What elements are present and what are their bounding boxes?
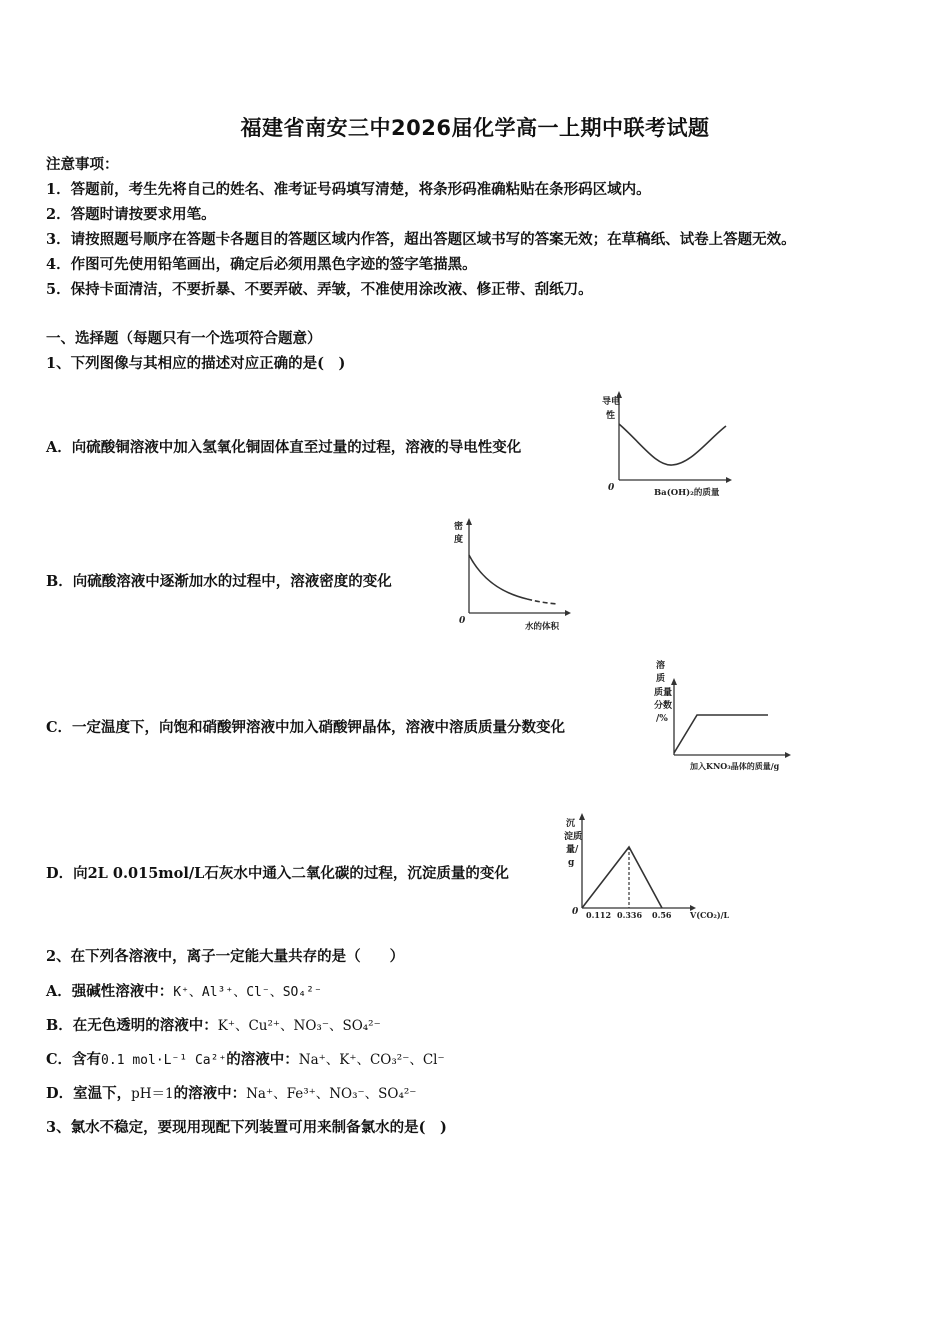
notice-item-2: 2．答题时请按要求用笔。 [46, 206, 216, 223]
graph-c-mass-fraction [650, 655, 810, 775]
graph-d-ylabel-4: g [568, 858, 575, 868]
graph-d-ylabel-2: 淀质 [564, 832, 583, 842]
graph-a-ylabel-2: 性 [606, 411, 616, 421]
page-title: 福建省南安三中2026届化学高一上期中联考试题 [240, 116, 710, 140]
section-heading: 一、选择题（每题只有一个选项符合题意） [46, 330, 322, 347]
graph-d-ylabel-3: 量/ [566, 845, 579, 855]
graph-d-tick-1: 0.112 [586, 910, 612, 920]
question-2-option-b: B．在无色透明的溶液中：K⁺、Cu²⁺、NO₃⁻、SO₄²⁻ [46, 1017, 381, 1034]
question-1-option-b: B．向硫酸溶液中逐渐加水的过程中，溶液密度的变化 [46, 573, 392, 590]
graph-c-ylabel-4: 分数 [654, 701, 673, 711]
question-1-option-a: A．向硫酸铜溶液中加入氢氧化铜固体直至过量的过程，溶液的导电性变化 [46, 439, 522, 456]
graph-b-density [447, 515, 572, 633]
question-2-stem: 2、在下列各溶液中，离子一定能大量共存的是（ ） [46, 948, 405, 965]
graph-c-ylabel-1: 溶 [656, 661, 666, 671]
graph-d-xlabel: V(CO₂)/L [690, 910, 730, 920]
graph-b-origin: 0 [459, 616, 466, 626]
question-1-option-d: D．向2L 0.015mol/L石灰水中通入二氧化碳的过程，沉淀质量的变化 [46, 865, 509, 882]
notice-item-3: 3．请按照题号顺序在答题卡各题目的答题区域内作答，超出答题区域书写的答案无效；在草稿纸、试卷上答题无效。 [46, 231, 796, 248]
graph-d-tick-3: 0.56 [652, 910, 672, 920]
graph-c-ylabel-2: 质 [656, 674, 666, 684]
graph-c-ylabel-3: 质量 [654, 688, 673, 698]
graph-d-tick-2: 0.336 [617, 910, 643, 920]
graph-a-conductivity [596, 388, 736, 503]
graph-c-xlabel: 加入KNO₃晶体的质量/g [690, 761, 780, 771]
notice-item-5: 5．保持卡面清洁，不要折暴、不要弄破、弄皱，不准使用涂改液、修正带、刮纸刀。 [46, 281, 593, 298]
graph-b-ylabel-2: 度 [454, 535, 464, 545]
graph-d-origin: 0 [572, 907, 579, 917]
graph-c-ylabel-5: /% [656, 714, 668, 724]
question-2-option-a: A．强碱性溶液中：K⁺、Al³⁺、Cl⁻、SO₄²⁻ [46, 983, 322, 1000]
graph-d-ylabel-1: 沉 [566, 819, 576, 829]
graph-a-ylabel-1: 导电 [602, 397, 621, 407]
graph-a-xlabel: Ba(OH)₂的质量 [654, 488, 720, 498]
question-2-option-d: D．室温下，pH＝1的溶液中：Na⁺、Fe³⁺、NO₃⁻、SO₄²⁻ [46, 1085, 417, 1102]
graph-b-xlabel: 水的体积 [525, 622, 560, 632]
graph-d-precipitate [560, 810, 735, 928]
notice-heading: 注意事项： [46, 156, 119, 173]
graph-b-ylabel-1: 密 [454, 522, 464, 532]
question-1-stem: 1、下列图像与其相应的描述对应正确的是( ) [46, 355, 346, 372]
graph-a-origin: 0 [608, 483, 615, 493]
notice-item-1: 1．答题前，考生先将自己的姓名、准考证号码填写清楚，将条形码准确粘贴在条形码区域内。 [46, 181, 651, 198]
question-1-option-c: C．一定温度下，向饱和硝酸钾溶液中加入硝酸钾晶体，溶液中溶质质量分数变化 [46, 719, 566, 736]
question-3-stem: 3、氯水不稳定，要现用现配下列装置可用来制备氯水的是( ) [46, 1119, 447, 1136]
question-2-option-c: C．含有0.1 mol·L⁻¹ Ca²⁺的溶液中：Na⁺、K⁺、CO₃²⁻、Cl⁻ [46, 1051, 445, 1068]
notice-item-4: 4．作图可先使用铅笔画出，确定后必须用黑色字迹的签字笔描黑。 [46, 256, 477, 273]
